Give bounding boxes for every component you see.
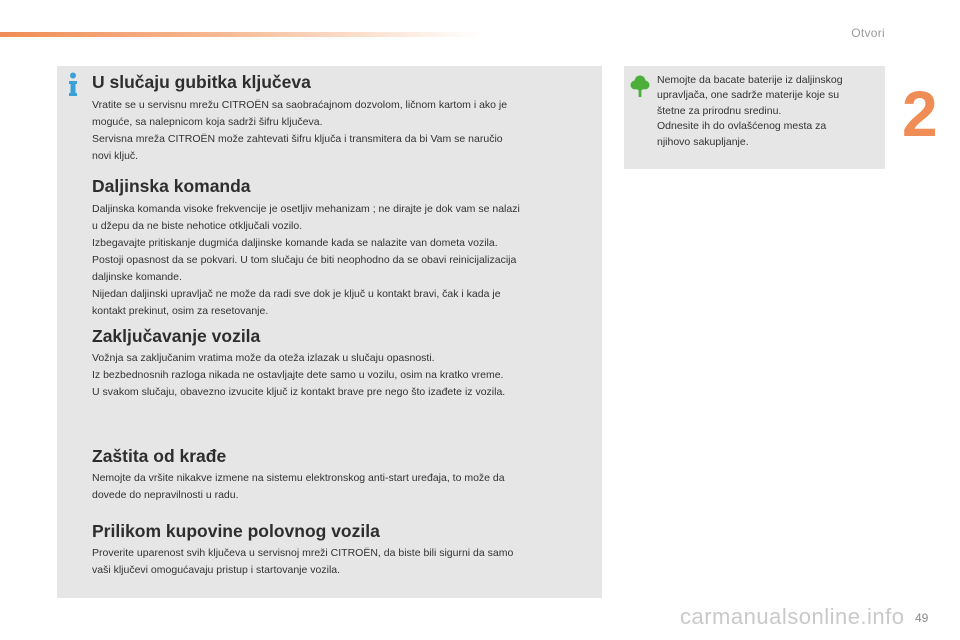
heading-lost-keys: U slučaju gubitka ključeva bbox=[92, 72, 311, 92]
tree-icon bbox=[630, 74, 650, 98]
paragraph-used-vehicle bbox=[92, 545, 600, 579]
heading-theft-protection: Zaštita od krađe bbox=[92, 446, 227, 466]
text-line: njihovo sakupljanje. bbox=[657, 135, 749, 148]
paragraph-remote-control bbox=[92, 201, 600, 320]
watermark-text: carmanualsonline.info bbox=[680, 604, 905, 629]
text-line: moguće, sa nalepnicom koja sadrži šifru ključeva. bbox=[92, 116, 323, 128]
chapter-number: 2 bbox=[902, 78, 938, 150]
text-line: daljinske komande. bbox=[92, 271, 182, 283]
text-line: Vratite se u servisnu mrežu CITROËN sa saobraćajnom dozvolom, ličnom kartom i ako je bbox=[92, 99, 508, 111]
text-line: Izbegavajte pritiskanje dugmića daljinske komande kada se nalazite van dometa vozila. bbox=[92, 237, 498, 249]
text-line: novi ključ. bbox=[92, 150, 139, 162]
text-line: kontakt prekinut, osim za resetovanje. bbox=[92, 305, 269, 317]
environment-note-text bbox=[657, 73, 879, 150]
text-line: Odnesite ih do ovlašćenog mesta za bbox=[657, 120, 827, 133]
text-line: Servisna mreža CITROËN može zahtevati šifru ključa i transmitera da bi Vam se naručio bbox=[92, 133, 503, 145]
paragraph-theft-protection bbox=[92, 470, 600, 504]
text-line: u džepu da ne biste nehotice otključali vozilo. bbox=[92, 220, 303, 232]
text-line: Nemojte da vršite nikakve izmene na sistemu elektronskog anti-start uređaja, to može da bbox=[92, 472, 505, 484]
info-icon bbox=[66, 72, 80, 98]
text-line: vaši ključevi omogućavaju pristup i startovanje vozila. bbox=[92, 564, 341, 576]
text-line: Proverite uparenost svih ključeva u servisnoj mreži CITROËN, da biste bili sigurni da samo bbox=[92, 547, 514, 559]
page-number: 49 bbox=[915, 611, 929, 625]
paragraph-locking-vehicle bbox=[92, 350, 600, 401]
heading-locking-vehicle: Zaključavanje vozila bbox=[92, 326, 261, 346]
paragraph-lost-keys bbox=[92, 97, 600, 165]
text-line: Vožnja sa zaključanim vratima može da oteža izlazak u slučaju opasnosti. bbox=[92, 352, 435, 364]
text-line: dovede do nepravilnosti u radu. bbox=[92, 489, 239, 501]
text-line: Daljinska komanda visoke frekvencije je osetljiv mehanizam ; ne dirajte je dok vam se nalazi bbox=[92, 203, 520, 215]
text-line: Nemojte da bacate baterije iz daljinskog bbox=[657, 74, 843, 86]
text-line: Postoji opasnost da se pokvari. U tom slučaju će biti neophodno da se obavi reinicijalizacija bbox=[92, 254, 517, 266]
text-line: štetne za prirodnu sredinu. bbox=[657, 104, 782, 117]
text-line: Nijedan daljinski upravljač ne može da radi sve dok je ključ u kontakt bravi, čak i kada je bbox=[92, 288, 501, 300]
section-title: Otvori bbox=[851, 26, 885, 40]
heading-used-vehicle: Prilikom kupovine polovnog vozila bbox=[92, 521, 380, 541]
text-line: Iz bezbednosnih razloga nikada ne ostavljajte dete samo u vozilu, osim na kratko vreme. bbox=[92, 369, 504, 381]
heading-remote-control: Daljinska komanda bbox=[92, 176, 251, 196]
text-line: upravljača, one sadrže materije koje su bbox=[657, 89, 840, 102]
text-line: U svakom slučaju, obavezno izvucite ključ iz kontakt brave pre nego što izađete iz vozila. bbox=[92, 386, 506, 398]
header-accent-bar bbox=[0, 32, 480, 37]
